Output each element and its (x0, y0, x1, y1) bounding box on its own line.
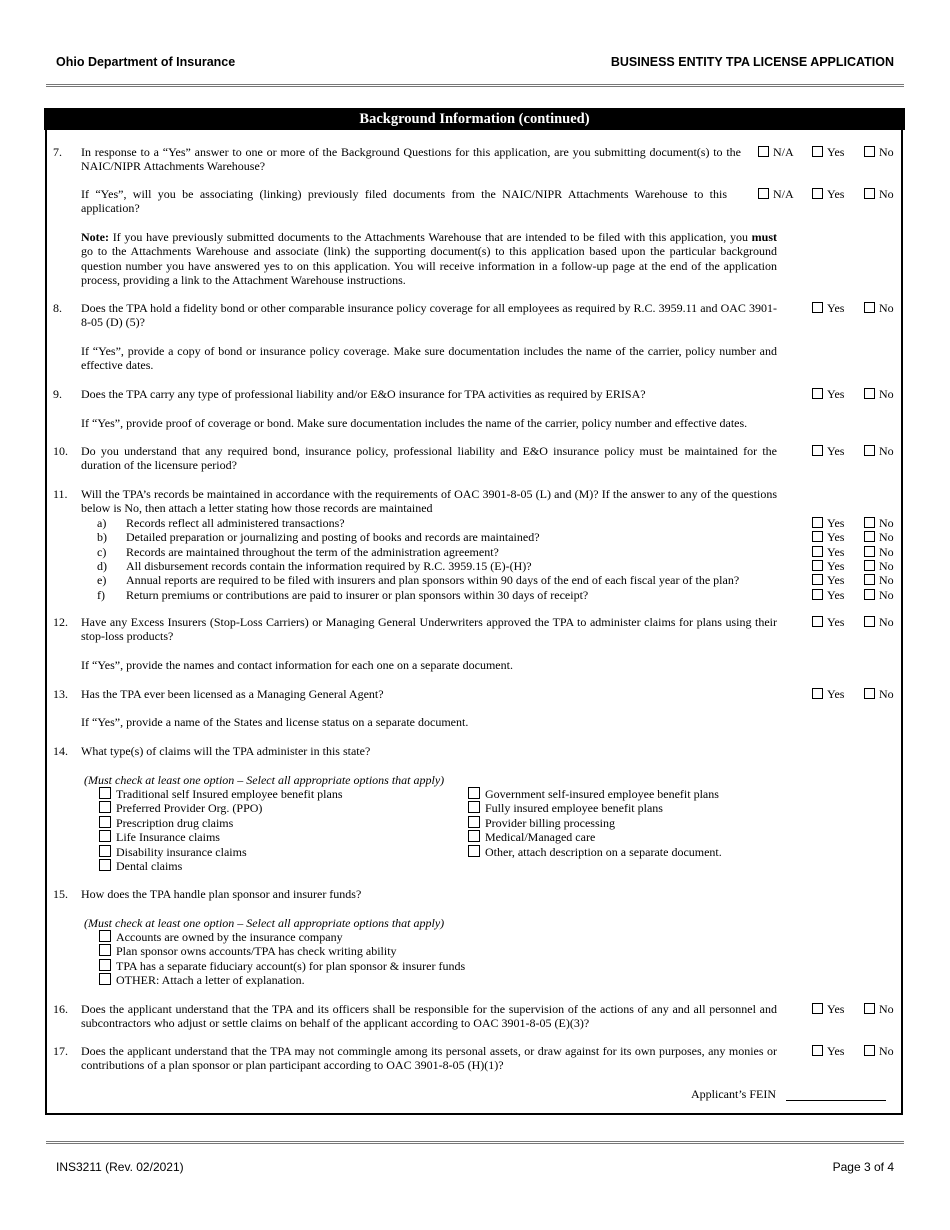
footer-rule (46, 1141, 904, 1144)
q11-item-letter: d) (97, 558, 107, 573)
section-title: Background Information (continued) (44, 108, 905, 130)
q11-item-yes-checkbox[interactable]: Yes (812, 516, 844, 530)
q7-no-checkbox[interactable]: No (864, 145, 894, 159)
q11-item-text: Records are maintained throughout the term of the administration agreement? (126, 544, 499, 559)
q15-option-checkbox[interactable]: Accounts are owned by the insurance company (99, 930, 343, 944)
q16-text: Does the applicant understand that the TPA and its officers shall be responsible for the supervision of the actions of any and all personnel and subcontractors who adjust or settle claims on behalf of the applicant according to OAC 3901-8-05 (E)(3)? (81, 1002, 777, 1031)
q10-no-checkbox[interactable]: No (864, 444, 894, 458)
q14-option-checkbox[interactable]: Preferred Provider Org. (PPO) (99, 801, 262, 815)
q9-no-checkbox[interactable]: No (864, 387, 894, 401)
form-number: INS3211 (Rev. 02/2021) (56, 1160, 184, 1174)
q11-item-letter: b) (97, 530, 107, 545)
q9-number: 9. (53, 387, 62, 401)
q10-number: 10. (53, 444, 68, 458)
q11-item-letter: e) (97, 573, 107, 588)
q14-option-checkbox[interactable]: Disability insurance claims (99, 845, 247, 859)
q16-number: 16. (53, 1002, 68, 1016)
q7-note: Note: If you have previously submitted documents to the Attachments Warehouse that are intended to be filed with this application, you must go to the Attachments Warehouse and associate (link) the supporting document(s) to this application based upon the particular background question number you have answered yes to on this application. You will receive information in a follow-up page at the end of the application process, providing a link to the Attachment Warehouse instructions. (81, 230, 777, 287)
q11-item-text: All disbursement records contain the information required by R.C. 3959.15 (E)-(H)? (126, 558, 532, 573)
form-title: BUSINESS ENTITY TPA LICENSE APPLICATION (610, 55, 894, 69)
agency-name: Ohio Department of Insurance (56, 55, 236, 69)
q14-option-checkbox[interactable]: Life Insurance claims (99, 830, 220, 844)
fein-label: Applicant’s FEIN (691, 1087, 776, 1101)
q14-option-checkbox[interactable]: Dental claims (99, 859, 182, 873)
q15-option-checkbox[interactable]: TPA has a separate fiduciary account(s) for plan sponsor & insurer funds (99, 959, 465, 973)
q13-no-checkbox[interactable]: No (864, 687, 894, 701)
q14-option-checkbox[interactable]: Prescription drug claims (99, 816, 233, 830)
q9-text: Does the TPA carry any type of professional liability and/or E&O insurance for TPA activities as required by ERISA? (81, 387, 646, 401)
q7-yes-checkbox[interactable]: Yes (812, 145, 844, 159)
q14-option-checkbox[interactable]: Other, attach description on a separate document. (468, 845, 722, 859)
q9-yes-checkbox[interactable]: Yes (812, 387, 844, 401)
q11-item-no-checkbox[interactable]: No (864, 516, 894, 530)
header-rule (46, 84, 904, 87)
q13-text: Has the TPA ever been licensed as a Managing General Agent? (81, 687, 384, 701)
q8-text: Does the TPA hold a fidelity bond or other comparable insurance policy coverage for all employees as required by R.C. 3959.11 and OAC 3901-8-05 (D) (5)? (81, 301, 777, 330)
q16-no-checkbox[interactable]: No (864, 1002, 894, 1016)
q15-option-checkbox[interactable]: Plan sponsor owns accounts/TPA has check writing ability (99, 944, 397, 958)
q11-item-letter: f) (97, 587, 105, 602)
q13-followup-text: If “Yes”, provide a name of the States and license status on a separate document. (81, 715, 469, 729)
q14-option-checkbox[interactable]: Traditional self Insured employee benefit plans (99, 787, 343, 801)
q12-no-checkbox[interactable]: No (864, 615, 894, 629)
q11-item-yes-checkbox[interactable]: Yes (812, 545, 844, 559)
q9-followup-text: If “Yes”, provide proof of coverage or bond. Make sure documentation includes the name of the carrier, policy number and effective dates. (81, 416, 748, 430)
q17-yes-checkbox[interactable]: Yes (812, 1044, 844, 1058)
q13-yes-checkbox[interactable]: Yes (812, 687, 844, 701)
q7-followup-text: If “Yes”, will you be associating (linking) previously filed documents from the NAIC/NIPR Attachments Warehouse to this application? (81, 187, 727, 216)
q7-na-checkbox[interactable]: N/A (758, 145, 794, 159)
q12-number: 12. (53, 615, 68, 629)
q13-number: 13. (53, 687, 68, 701)
page-number: Page 3 of 4 (832, 1160, 894, 1174)
q15-instruction: (Must check at least one option – Select all appropriate options that apply) (84, 916, 445, 930)
q10-yes-checkbox[interactable]: Yes (812, 444, 844, 458)
q7-followup-na-checkbox[interactable]: N/A (758, 187, 794, 201)
q11-item-no-checkbox[interactable]: No (864, 573, 894, 587)
q12-followup-text: If “Yes”, provide the names and contact information for each one on a separate document. (81, 658, 513, 672)
q17-number: 17. (53, 1044, 68, 1058)
q8-followup-text: If “Yes”, provide a copy of bond or insurance policy coverage. Make sure documentation includes the name of the carrier, policy number and effective dates. (81, 344, 777, 373)
q11-item-text: Records reflect all administered transactions? (126, 516, 345, 530)
note-label: Note: (81, 230, 109, 244)
q14-option-checkbox[interactable]: Provider billing processing (468, 816, 615, 830)
q15-number: 15. (53, 887, 68, 901)
q11-item-no-checkbox[interactable]: No (864, 545, 894, 559)
q7-number: 7. (53, 145, 62, 159)
q10-text: Do you understand that any required bond, insurance policy, professional liability and E&O insurance policy must be maintained for the duration of the licensure period? (81, 444, 777, 473)
q14-number: 14. (53, 744, 68, 758)
q8-number: 8. (53, 301, 62, 315)
q11-item-text: Detailed preparation or journalizing and posting of books and records are maintained? (126, 530, 540, 545)
q11-item-yes-checkbox[interactable]: Yes (812, 588, 844, 602)
q7-followup-yes-checkbox[interactable]: Yes (812, 187, 844, 201)
q11-item-letter: c) (97, 544, 107, 559)
q12-text: Have any Excess Insurers (Stop-Loss Carriers) or Managing General Underwriters approved the TPA to administer claims for plans using their stop-loss products? (81, 615, 777, 644)
q11-item-no-checkbox[interactable]: No (864, 559, 894, 573)
fein-input-line[interactable] (786, 1100, 886, 1101)
q17-no-checkbox[interactable]: No (864, 1044, 894, 1058)
q8-yes-checkbox[interactable]: Yes (812, 301, 844, 315)
q8-no-checkbox[interactable]: No (864, 301, 894, 315)
note-must: must (751, 230, 777, 244)
q7-followup-no-checkbox[interactable]: No (864, 187, 894, 201)
q16-yes-checkbox[interactable]: Yes (812, 1002, 844, 1016)
q12-yes-checkbox[interactable]: Yes (812, 615, 844, 629)
q14-instruction: (Must check at least one option – Select all appropriate options that apply) (84, 773, 445, 787)
q7-text: In response to a “Yes” answer to one or more of the Background Questions for this application, are you submitting document(s) to the NAIC/NIPR Attachments Warehouse? (81, 145, 741, 174)
q11-item-yes-checkbox[interactable]: Yes (812, 559, 844, 573)
q11-item-letter: a) (97, 516, 107, 530)
q14-option-checkbox[interactable]: Fully insured employee benefit plans (468, 801, 663, 815)
q14-option-checkbox[interactable]: Medical/Managed care (468, 830, 595, 844)
q14-text: What type(s) of claims will the TPA administer in this state? (81, 744, 371, 758)
q11-item-text: Return premiums or contributions are paid to insurer or plan sponsors within 30 days of receipt? (126, 587, 589, 602)
q11-item-yes-checkbox[interactable]: Yes (812, 573, 844, 587)
q11-text: Will the TPA’s records be maintained in accordance with the requirements of OAC 3901-8-05 (L) and (M)? If the answer to any of the questions below is No, then attach a letter stating how those records are maintained (81, 487, 777, 516)
q15-text: How does the TPA handle plan sponsor and insurer funds? (81, 887, 362, 901)
q17-text: Does the applicant understand that the TPA may not commingle among its personal assets, or draw against for its own purposes, any monies or contributions of a plan sponsor or plan participant according to OAC 3901-8-05 (H)(1)? (81, 1044, 777, 1073)
q11-item-no-checkbox[interactable]: No (864, 588, 894, 602)
q15-option-checkbox[interactable]: OTHER: Attach a letter of explanation. (99, 973, 305, 987)
q11-item-text: Annual reports are required to be filed with insurers and plan sponsors within 90 days of the end of each fiscal year of the plan? (126, 573, 740, 588)
q11-item-yes-checkbox[interactable]: Yes (812, 530, 844, 544)
q11-number: 11. (53, 487, 68, 501)
q14-option-checkbox[interactable]: Government self-insured employee benefit plans (468, 787, 719, 801)
q11-item-no-checkbox[interactable]: No (864, 530, 894, 544)
